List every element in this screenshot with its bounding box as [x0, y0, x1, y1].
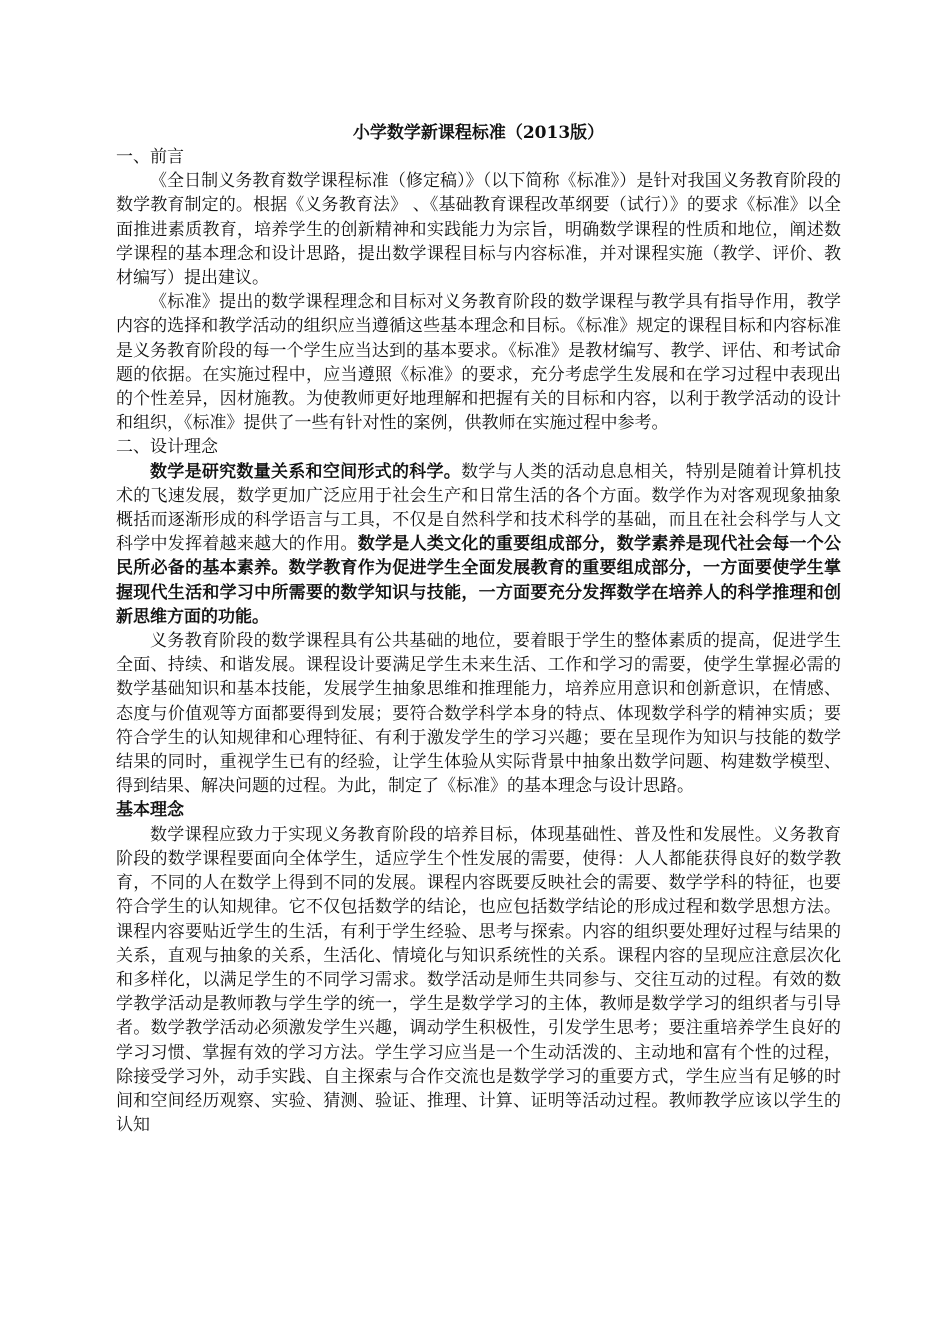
section-heading-design: 二、设计理念	[116, 437, 218, 458]
document-title: 小学数学新课程标准（2013版）	[352, 123, 605, 143]
paragraph-standard-role: 《标准》提出的数学课程理念和目标对义务教育阶段的数学课程与教学具有指导作用，教学内容的选择和教学活动的组织应当遵循这些基本理念和目标。《标准》规定的课程目标和内容标准是义务教育阶段的每一个学生应当达到的基本要求。《标准》是教材编写、教学、评估、和考试命题的依据。在实施过程中，应当遵照《标准》的要求，充分考虑学生发展和在学习过程中表现出的个性差异，因材施教。为使教师更好地理解和把握有关的目标和内容，以利于教学活动的设计和组织，《标准》提供了一些有针对性的案例，供教师在实施过程中参考。	[116, 292, 841, 434]
paragraph-intro: 《全日制义务教育数学课程标准（修定稿）》（以下简称《标准》）是针对我国义务教育阶段的数学教育制定的。根据《义务教育法》 、《基础教育课程改革纲要（试行）》的要求《标准》以全面推进素质教育，培养学生的创新精神和实践能力为宗旨，明确数学课程的性质和地位，阐述数学课程的基本理念和设计思路，提出数学课程目标与内容标准，并对课程实施（教学、评价、教材编写）提出建议。	[116, 171, 841, 289]
section-heading-preface: 一、前言	[116, 147, 184, 167]
bold-statement-math-culture: 数学是人类文化的重要组成部分，数学素养是现代社会每一个公民所必备的基本素养。数学教育作为促进学生全面发展教育的重要组成部分，一方面要使学生掌握现代生活和学习中所需要的数学知识与技能，一方面要充分发挥数学在培养人的科学推理和创新思维方面的功能。	[116, 534, 842, 627]
section-heading-basic-ideas: 基本理念	[116, 800, 184, 821]
paragraph-math-nature	[116, 460, 841, 629]
document-page	[116, 121, 841, 1137]
paragraph-math-nature-text: 数学与人类的活动息息相关，特别是随着计算机技术的飞速发展，数学更加广泛应用于社会生产和日常生活的各个方面。数学作为对客观现象抽象概括而逐渐形成的科学语言与工具，不仅是自然科学和技术科学的基础，而且在社会科学与人文科学中发挥着越来越大的作用。	[116, 461, 842, 555]
paragraph-basic-ideas: 数学课程应致力于实现义务教育阶段的培养目标，体现基础性、普及性和发展性。义务教育阶段的数学课程要面向全体学生，适应学生个性发展的需要，使得：人人都能获得良好的数学教育，不同的人在数学上得到不同的发展。课程内容既要反映社会的需要、数学学科的特征，也要符合学生的认知规律。它不仅包括数学的结论，也应包括数学结论的形成过程和数学思想方法。课程内容要贴近学生的生活，有利于学生经验、思考与探索。内容的组织要处理好过程与结果的关系，直观与抽象的关系，生活化、情境化与知识系统性的关系。课程内容的呈现应注意层次化和多样化，以满足学生的不同学习需求。数学活动是师生共同参与、交往互动的过程。有效的数学教学活动是教师教与学生学的统一，学生是数学学习的主体，教师是数学学习的组织者与引导者。数学教学活动必须激发学生兴趣，调动学生积极性，引发学生思考；要注重培养学生良好的学习习惯、掌握有效的学习方法。学生学习应当是一个生动活泼的、主动地和富有个性的过程，除接受学习外，动手实践、自主探索与合作交流也是数学学习的重要方式，学生应当有足够的时间和空间经历观察、实验、猜测、验证、推理、计算、证明等活动过程。教师教学应该以学生的认知	[116, 824, 841, 1136]
paragraph-curriculum-status: 义务教育阶段的数学课程具有公共基础的地位，要着眼于学生的整体素质的提高，促进学生全面、持续、和谐发展。课程设计要满足学生未来生活、工作和学习的需要，使学生掌握必需的数学基础知识和基本技能，发展学生抽象思维和推理能力，培养应用意识和创新意识，在情感、态度与价值观等方面都要得到发展；要符合数学科学本身的特点、体现数学科学的精神实质；要符合学生的认知规律和心理特征、有利于激发学生的学习兴趣；要在呈现作为知识与技能的数学结果的同时，重视学生已有的经验，让学生体验从实际背景中抽象出数学问题、构建数学模型、得到结果、解决问题的过程。为此，制定了《标准》的基本理念与设计思路。	[116, 631, 841, 797]
bold-statement-math-science: 数学是研究数量关系和空间形式的科学。	[150, 461, 462, 482]
